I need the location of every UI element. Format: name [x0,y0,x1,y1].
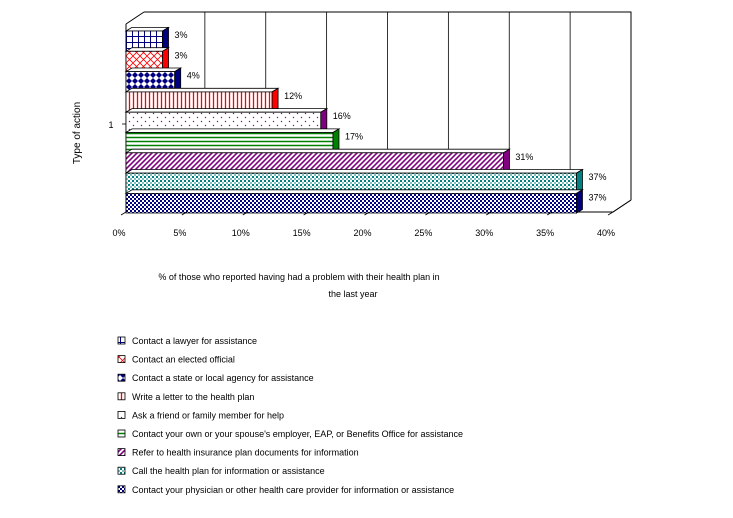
bar-top-face [126,27,169,31]
legend-swatch [118,374,125,381]
legend-item [118,392,254,402]
bar-top-face [126,88,278,92]
legend-swatch [118,337,125,344]
legend-item [118,336,257,346]
bar-top-face [126,68,181,72]
x-tick-label: 20% [353,228,372,238]
y-axis-label: Type of action [72,101,83,165]
legend-label: Ask a friend or family member for help [132,410,285,421]
x-tick-label: 35% [536,228,555,238]
legend-item [118,429,463,439]
bar-top-face [126,48,169,52]
bar-8 [126,170,606,193]
x-tick-label: 10% [231,228,250,238]
data-label: 37% [588,172,607,183]
legend-swatch [118,486,125,493]
bar-end-face [272,88,278,111]
bar-end-face [321,109,327,132]
bar-end-face [163,48,169,71]
y-tick-label: 1 [108,120,114,130]
bar-top-face [126,170,582,174]
bar-4 [126,88,302,111]
bar-end-face [163,27,169,50]
bar-end-face [503,149,509,172]
bar-front-face [126,193,576,213]
x-tick-label: 25% [414,228,433,238]
legend [118,336,463,495]
data-label: 4% [186,70,200,81]
data-label: 3% [174,30,188,40]
legend-label: Write a letter to the health plan [132,391,255,402]
legend-label: Contact an elected official [132,354,235,365]
data-label: 17% [344,131,363,142]
x-tick-label: 30% [475,228,494,238]
bar-end-face [576,170,582,193]
legend-item [118,373,314,383]
legend-label: Contact a state or local agency for assistance [132,373,314,384]
x-tick-label: 40% [596,228,616,238]
bar-end-face [333,129,339,152]
legend-swatch [118,356,125,363]
legend-item [118,485,454,495]
x-tick-label: 5% [173,228,187,238]
legend-label: Contact your physician or other health care provider for information or assistance [132,484,455,495]
legend-label: Contact a lawyer for assistance [132,336,258,346]
bar-end-face [175,68,181,91]
bar-5 [126,109,351,132]
legend-swatch [118,411,125,418]
data-label: 16% [332,111,351,122]
legend-swatch [118,467,125,474]
data-label: 37% [588,192,607,203]
x-tick [121,212,126,215]
bar-top-face [126,129,339,133]
bar-6 [126,129,363,152]
bar-end-face [576,190,582,213]
bar-top-face [126,109,327,113]
bar-top-face [126,149,509,153]
legend-item [118,466,325,476]
legend-swatch [118,430,125,437]
bar-7 [126,149,533,172]
x-tick-label: 0% [112,228,126,238]
legend-item [118,410,284,420]
legend-item [118,355,235,365]
bar-top-face [126,190,582,194]
legend-label: Refer to health insurance plan documents for information [132,447,359,458]
legend-swatch [118,393,125,400]
x-axis-label-line-1: % of those who reported having had a problem with their health plan in [158,272,440,282]
data-label: 3% [174,50,188,61]
data-label: 12% [284,90,303,101]
legend-swatch [118,449,125,456]
bar-9 [126,190,606,213]
legend-label: Call the health plan for information or assistance [132,466,325,477]
x-axis-label-line-2: the last year [328,289,378,299]
legend-item [118,448,359,458]
legend-label: Contact your own or your spouse's employer, EAP, or Benefits Office for assistance [132,429,464,439]
x-tick-label: 15% [292,228,311,238]
data-label: 31% [515,151,534,162]
